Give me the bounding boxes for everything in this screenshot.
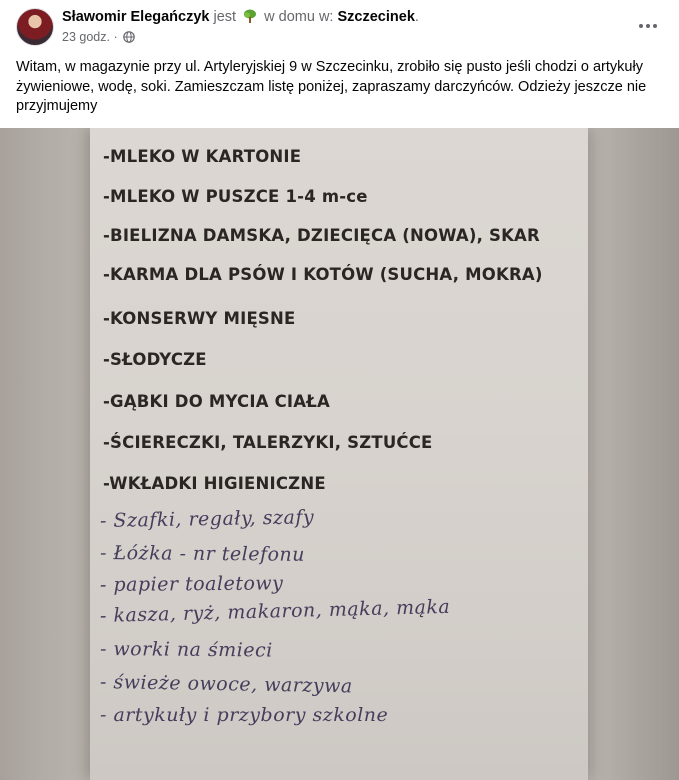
status-prefix: jest [213,9,237,25]
more-options-icon[interactable] [633,14,663,38]
handwritten-list-item: - świeże owoce, warzywa [99,671,353,698]
post-timestamp[interactable]: 23 godz. [62,30,110,44]
printed-list-item: -KONSERWY MIĘSNE [103,309,296,328]
post-meta [62,30,135,44]
post-body: Witam, w magazynie przy ul. Artyleryjskiej 9 w Szczecinku, zrobiło się pusto jeśli chodzi o artykuły żywieniowe, wodę, soki. Zamieszczam listę poniżej, zapraszamy darczyńców. Odzieży jeszcze nie przyjmujemy [16,59,647,114]
author-name-link[interactable]: Sławomir Elegańczyk [62,9,210,25]
handwritten-list-item: - kasza, ryż, makaron, mąka, mąka [99,595,451,627]
location-link[interactable]: Szczecinek [337,9,415,25]
meta-separator: · [113,30,118,44]
dot [646,24,650,28]
location-prefix: w domu w: [264,9,334,25]
author-avatar[interactable] [16,8,54,46]
post-header [0,0,679,50]
handwritten-list-item: - worki na śmieci [99,638,273,662]
printed-list-item: -WKŁADKI HIGIENICZNE [103,474,326,493]
dot [653,24,657,28]
handwritten-list-item: - artykuły i przybory szkolne [100,704,389,726]
globe-icon[interactable] [123,31,135,43]
printed-list-item: -MLEKO W KARTONIE [103,147,302,166]
location-suffix: . [414,9,419,25]
post-photo[interactable] [0,128,679,780]
printed-list-item: -KARMA DLA PSÓW I KOTÓW (SUCHA, MOKRA) [103,265,543,284]
printed-list-item: -ŚCIERECZKI, TALERZYKI, SZTUĆCE [103,433,433,452]
tree-icon [242,9,258,23]
handwritten-list-item: - papier toaletowy [99,572,284,596]
printed-list-item: -SŁODYCZE [103,350,207,369]
author-line [62,9,419,25]
dot [639,24,643,28]
handwritten-list-item: - Łóżka - nr telefonu [99,542,306,566]
printed-list-item: -MLEKO W PUSZCE 1-4 m-ce [103,187,368,206]
printed-list-item: -BIELIZNA DAMSKA, DZIECIĘCA (NOWA), SKAR [103,226,540,245]
handwritten-list-item: - Szafki, regały, szafy [99,506,315,532]
printed-list-item: -GĄBKI DO MYCIA CIAŁA [103,392,330,411]
